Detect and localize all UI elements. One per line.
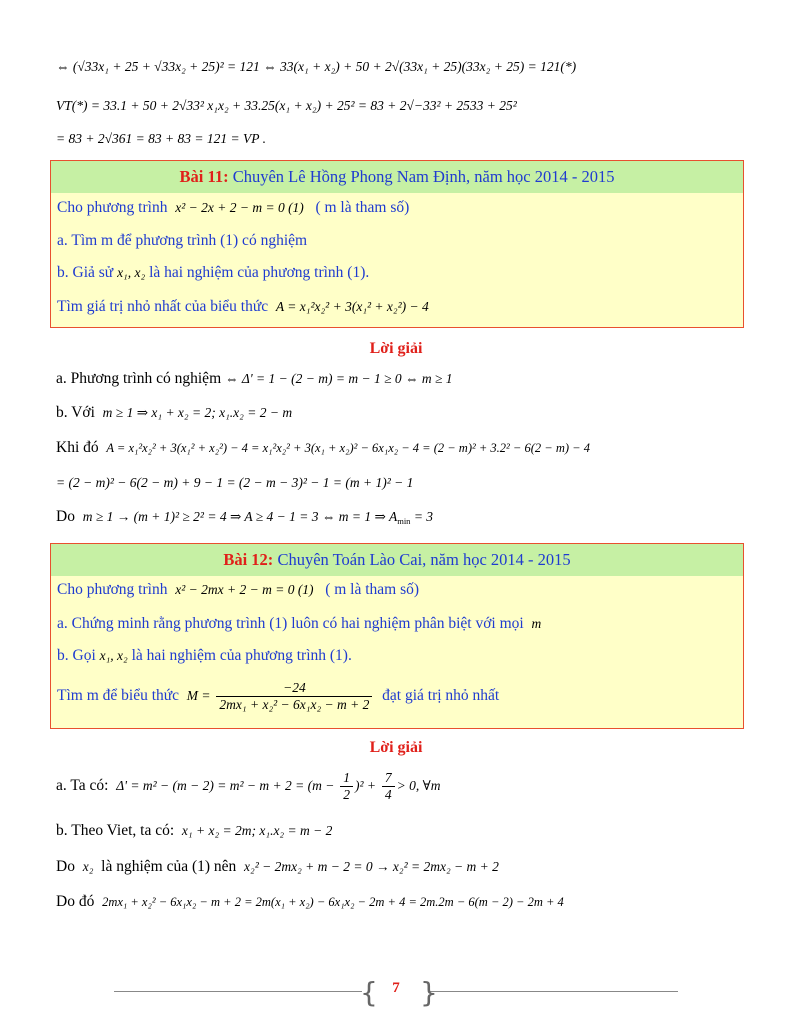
math: 2mx₁ + x₂² − 6x₁x₂ − m + 2 = 2m(x₁ + x₂) − 6x₁x₂ − 2m + 4 = 2m.2m − 6(m − 2) − 2m + 4 bbox=[102, 895, 564, 909]
problem-number: Bài 11: bbox=[179, 167, 229, 186]
problem-line bbox=[57, 581, 419, 599]
text: b. Theo Viet, ta có: bbox=[56, 822, 175, 839]
text: là hai nghiệm của phương trình (1). bbox=[131, 647, 352, 664]
problem-line bbox=[57, 232, 307, 250]
text: Tìm m để biểu thức bbox=[57, 687, 180, 705]
math: A = x₁²x₂² + 3(x₁² + x₂²) − 4 = x₁²x₂² + 3(x₁ + x₂)² − 6x₁x₂ − 4 = (2 − m)² + 3.2² − 6(2 − m) − 4 bbox=[106, 441, 590, 455]
text: Do bbox=[56, 508, 75, 525]
equation-text: = 83 + 2√361 = 83 + 83 = 121 = VP . bbox=[56, 131, 266, 146]
math: x₁ + x₂ = 2m; x₁.x₂ = m − 2 bbox=[181, 823, 333, 838]
footer-rule-right bbox=[430, 991, 678, 992]
problem-line bbox=[57, 298, 429, 316]
math: x₁, x₂ bbox=[117, 265, 146, 280]
problem-number: Bài 12: bbox=[223, 550, 274, 569]
text: Tìm giá trị nhỏ nhất của biểu thức bbox=[57, 298, 269, 315]
page-number: 7 bbox=[392, 980, 400, 996]
math: M = bbox=[186, 688, 211, 704]
text: Do bbox=[56, 858, 75, 875]
text: là nghiệm của (1) nên bbox=[101, 858, 237, 875]
solution-heading: Lời giải bbox=[369, 739, 423, 756]
fraction-denominator: 2 bbox=[343, 787, 350, 802]
solution-line bbox=[56, 822, 332, 840]
equation-text: ⇔ (√33x₁ + 25 + √33x₂ + 25)² = 121 ⇔ 33(x₁ + x₂) + 50 + 2√(33x₁ + 25)(33x₂ + 25) = 121(*) bbox=[56, 59, 577, 74]
text: a. Chứng minh rằng phương trình (1) luôn có hai nghiệm phân biệt với mọi bbox=[57, 615, 524, 632]
text: đạt giá trị nhỏ nhất bbox=[382, 687, 500, 705]
math: x² − 2x + 2 − m = 0 (1) bbox=[175, 200, 304, 215]
equation-line-3 bbox=[56, 130, 266, 148]
fraction bbox=[216, 680, 372, 713]
solution-line bbox=[56, 858, 499, 876]
problem-header bbox=[51, 161, 743, 193]
problem-box-12 bbox=[50, 543, 744, 729]
text: ( m là tham số) bbox=[315, 199, 410, 216]
math: A = x₁²x₂² + 3(x₁² + x₂²) − 4 bbox=[275, 299, 429, 314]
text: a. Tìm m để phương trình (1) có nghiệm bbox=[57, 232, 308, 249]
math: = (2 − m)² − 6(2 − m) + 9 − 1 = (2 − m − 3)² − 1 = (m + 1)² − 1 bbox=[56, 475, 414, 490]
problem-line bbox=[57, 264, 369, 282]
solution-heading: Lời giải bbox=[369, 340, 423, 357]
math: Δ' = m² − (m − 2) = m² − m + 2 = (m − bbox=[116, 778, 335, 794]
fraction-numerator: 7 bbox=[382, 770, 395, 787]
fraction bbox=[382, 770, 395, 803]
fraction-numerator: 1 bbox=[340, 770, 353, 787]
text: a. Ta có: bbox=[56, 777, 109, 795]
problem-line bbox=[57, 615, 541, 633]
math: x₁, x₂ bbox=[99, 648, 128, 663]
math: x₂² − 2mx₂ + m − 2 = 0 → x₂² = 2mx₂ − m + 2 bbox=[244, 859, 499, 874]
solution-line bbox=[56, 439, 590, 457]
math-subscript: min bbox=[397, 516, 411, 526]
text: Cho phương trình bbox=[57, 581, 168, 598]
problem-source: Chuyên Lê Hồng Phong Nam Định, năm học 2014 - 2015 bbox=[232, 167, 615, 186]
problem-header bbox=[51, 544, 743, 576]
text: Cho phương trình bbox=[57, 199, 168, 216]
solution-line bbox=[56, 474, 413, 492]
text: ( m là tham số) bbox=[325, 581, 420, 598]
problem-line bbox=[57, 680, 499, 713]
math: x² − 2mx + 2 − m = 0 (1) bbox=[175, 582, 314, 597]
equation-text: VT(*) = 33.1 + 50 + 2√33² x₁x₂ + 33.25(x₁ + x₂) + 25² = 83 + 2√−33² + 2533 + 25² bbox=[56, 98, 517, 113]
fraction-denominator: 2mx₁ + x₂² − 6x₁x₂ − m + 2 bbox=[219, 697, 370, 712]
footer-bracket-left: { bbox=[360, 976, 378, 1009]
fraction-numerator: −24 bbox=[216, 680, 372, 697]
text: b. Gọi bbox=[57, 647, 96, 664]
fraction bbox=[340, 770, 353, 803]
math: > 0, ∀m bbox=[396, 778, 441, 794]
fraction-denominator: 4 bbox=[384, 787, 392, 802]
problem-line bbox=[57, 199, 409, 217]
text: b. Giả sử bbox=[57, 264, 114, 281]
problem-source: Chuyên Toán Lào Cai, năm học 2014 - 2015 bbox=[277, 550, 571, 569]
solution-line bbox=[56, 370, 453, 388]
text: b. Với bbox=[56, 404, 95, 421]
problem-line bbox=[57, 647, 352, 665]
footer-bracket-right: } bbox=[420, 976, 438, 1009]
text: Do đó bbox=[56, 893, 95, 910]
math: ⇔ Δ' = 1 − (2 − m) = m − 1 ≥ 0 ⇔ m ≥ 1 bbox=[225, 371, 453, 386]
solution-line bbox=[56, 404, 292, 422]
text: Khi đó bbox=[56, 439, 99, 456]
text: a. Phương trình có nghiệm bbox=[56, 370, 222, 387]
text: là hai nghiệm của phương trình (1). bbox=[149, 264, 370, 281]
math: m ≥ 1 → (m + 1)² ≥ 2² = 4 ⇒ A ≥ 4 − 1 = 3 ⇔ m = 1 ⇒ A bbox=[82, 509, 398, 524]
equation-line-2 bbox=[56, 97, 517, 115]
math: m bbox=[531, 616, 542, 631]
math: m ≥ 1 ⇒ x₁ + x₂ = 2; x₁.x₂ = 2 − m bbox=[102, 405, 293, 420]
math: )² + bbox=[354, 778, 376, 794]
solution-line bbox=[56, 893, 564, 911]
footer-rule-left bbox=[114, 991, 362, 992]
solution-line bbox=[56, 770, 441, 803]
math: = 3 bbox=[410, 509, 434, 524]
solution-line bbox=[56, 508, 433, 526]
problem-box-11 bbox=[50, 160, 744, 328]
math: x₂ bbox=[82, 859, 94, 874]
equation-line-1 bbox=[56, 58, 576, 76]
